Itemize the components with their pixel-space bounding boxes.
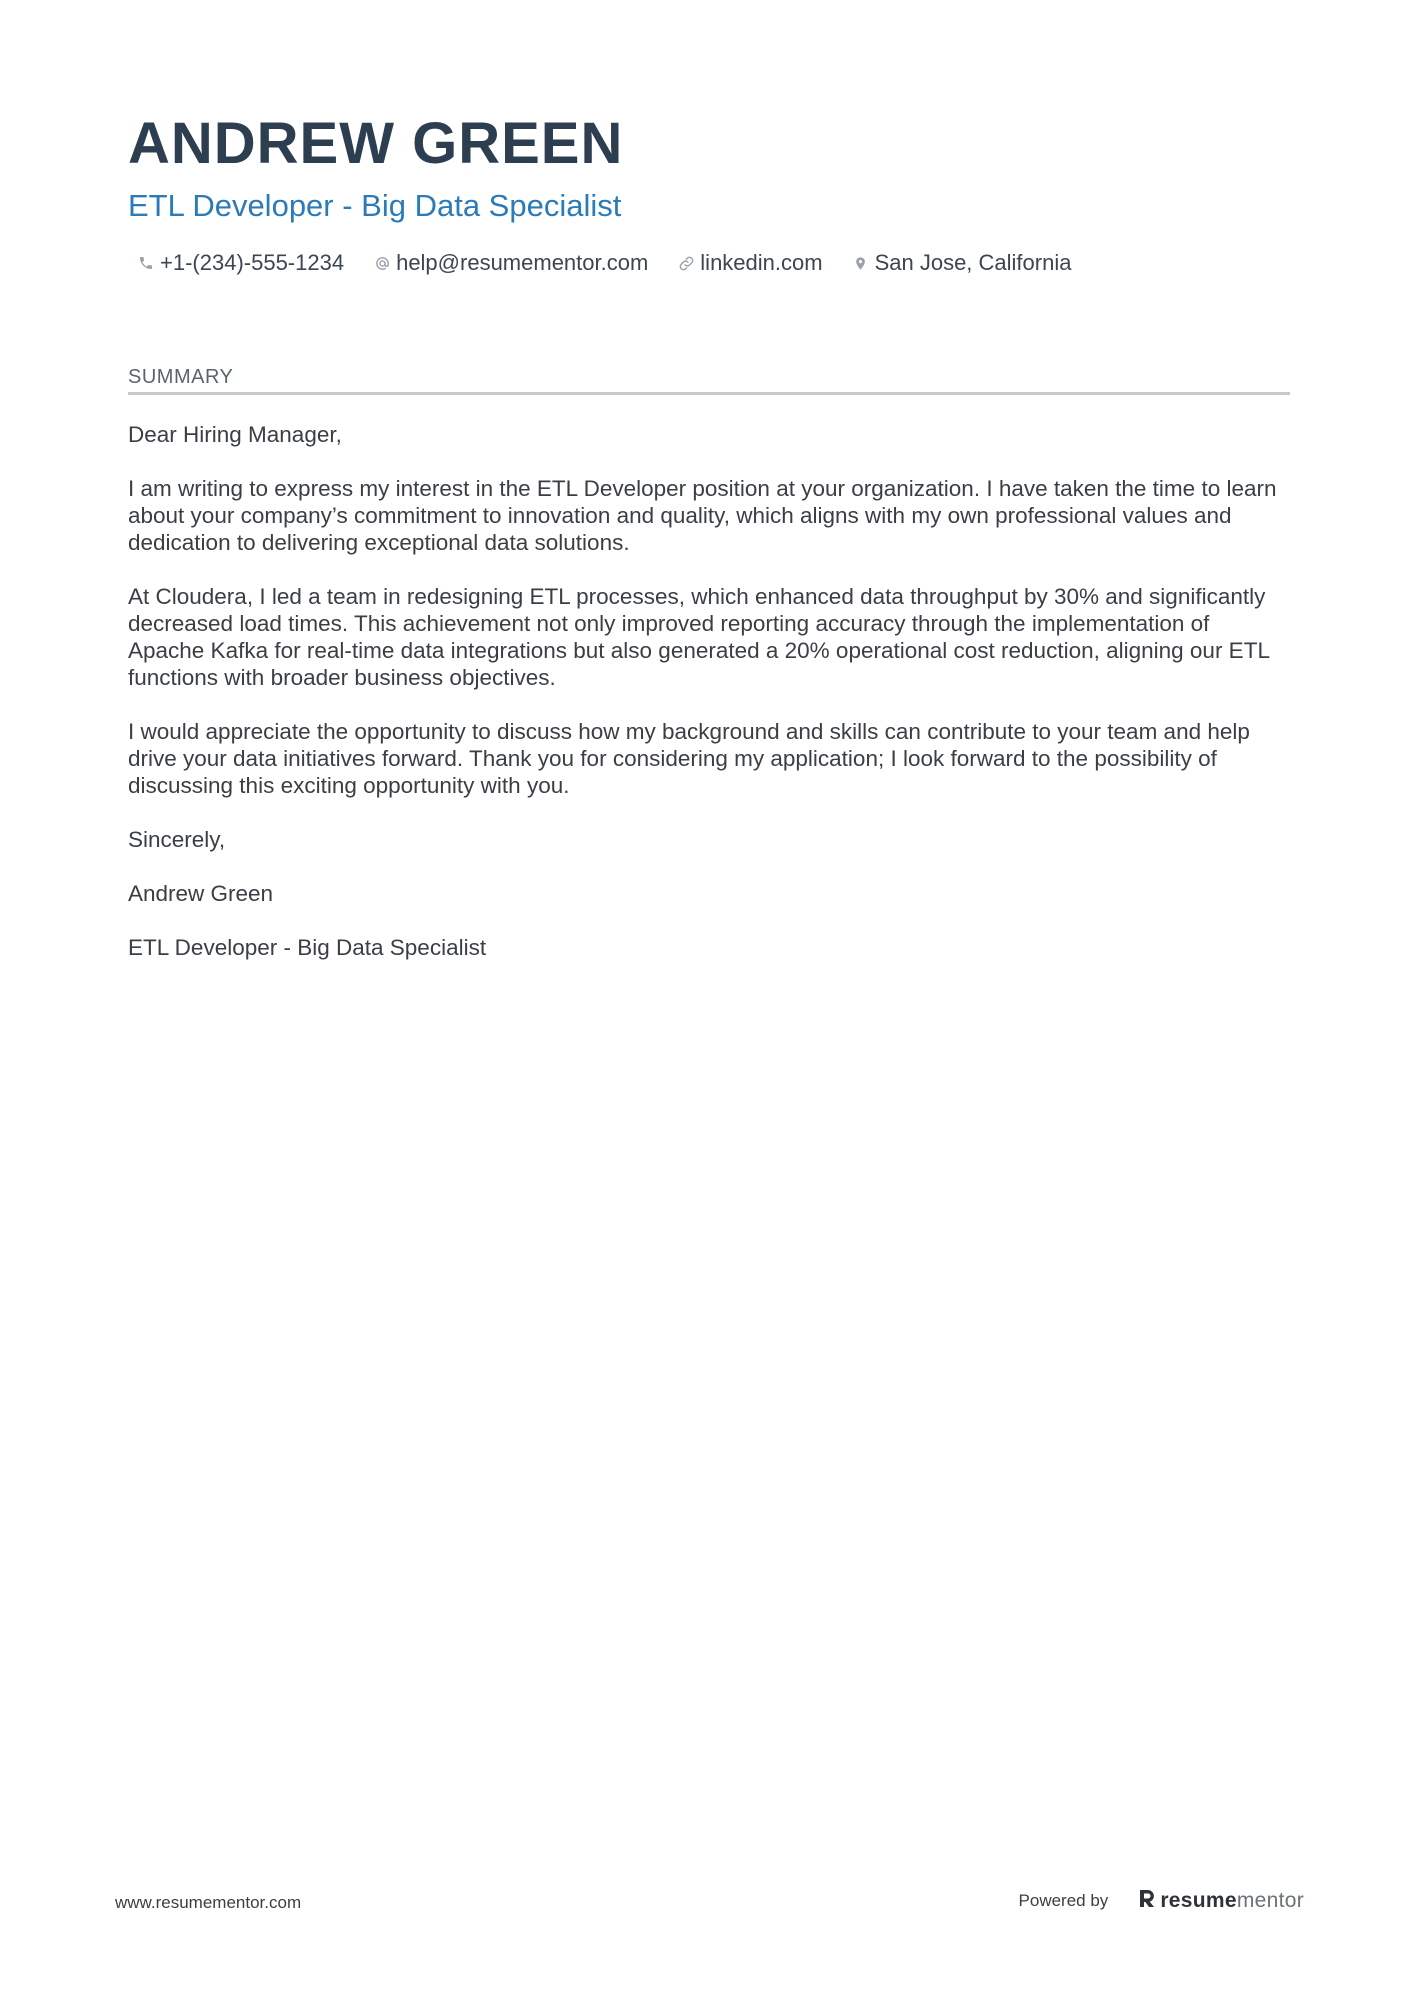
link-icon	[676, 253, 696, 273]
cover-letter-page	[128, 108, 1290, 988]
contact-email-text[interactable]: help@resumementor.com	[396, 250, 649, 275]
resumementor-brand[interactable]	[1138, 1888, 1304, 1914]
letter-signature-name: Andrew Green	[128, 881, 274, 906]
letter-closing: Sincerely,	[128, 827, 226, 852]
contact-location-text: San Jose, California	[874, 250, 1072, 275]
letter-paragraph-1: I am writing to express my interest in the ETL Developer position at your organization. I have taken the time to learn about your company’s commitment to innovation and quality, which aligns with my own professional values and dedication to delivering exceptional data solutions.	[128, 476, 1277, 555]
footer-branding	[1019, 1888, 1304, 1914]
letter-greeting: Dear Hiring Manager,	[128, 422, 342, 447]
powered-by-label: Powered by	[1018, 1891, 1109, 1910]
location-pin-icon	[851, 253, 871, 273]
contact-phone	[136, 248, 344, 278]
candidate-job-title: ETL Developer - Big Data Specialist	[128, 188, 622, 223]
phone-icon	[136, 253, 156, 273]
contact-phone-text: +1-(234)-555-1234	[160, 250, 345, 275]
letter-paragraph-3: I would appreciate the opportunity to discuss how my background and skills can contribute to your team and help drive your data initiatives forward. Thank you for considering my application; I look forward to the possibility of discussing this exciting opportunity with you.	[128, 719, 1250, 798]
contact-email[interactable]	[372, 248, 648, 278]
brand-text-resume: resume	[1160, 1889, 1237, 1912]
letter-paragraph-2: At Cloudera, I led a team in redesigning ETL processes, which enhanced data throughput by 30% and significantly decreased load times. This achievement not only improved reporting accuracy through the implementation of Apache Kafka for real-time data integrations but also generated a 20% operational cost reduction, aligning our ETL functions with broader business objectives.	[128, 584, 1270, 690]
at-icon	[372, 253, 392, 273]
brand-text-mentor: mentor	[1236, 1889, 1304, 1912]
letter-body	[128, 421, 1290, 961]
section-title-summary: SUMMARY	[128, 364, 1290, 395]
letter-signature-title: ETL Developer - Big Data Specialist	[128, 935, 487, 960]
contact-linkedin[interactable]	[676, 248, 822, 278]
resumementor-logo-icon	[1138, 1888, 1156, 1914]
contact-linkedin-text[interactable]: linkedin.com	[700, 250, 823, 275]
contact-info-row	[128, 248, 1290, 278]
candidate-name: ANDREW GREEN	[128, 111, 624, 176]
contact-location	[851, 248, 1072, 278]
footer-website-link[interactable]: www.resumementor.com	[115, 1893, 302, 1912]
